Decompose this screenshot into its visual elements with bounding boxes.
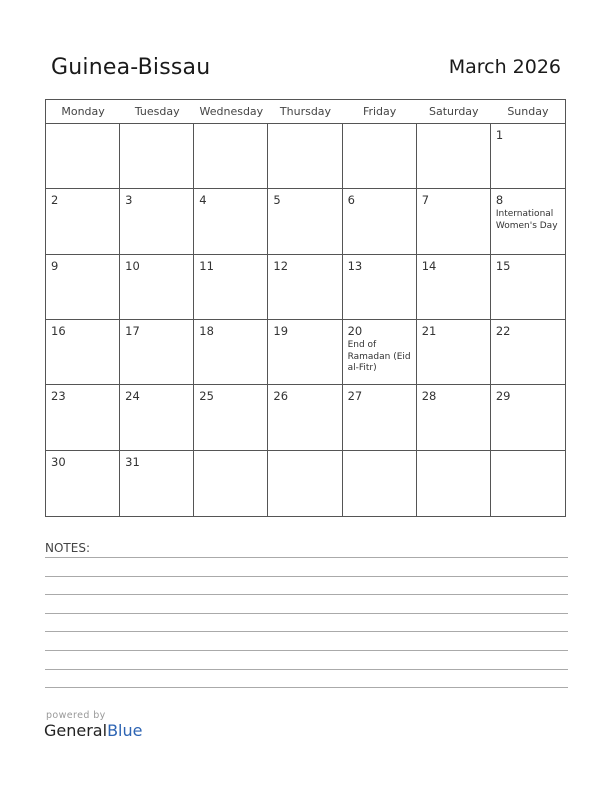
day-cell — [46, 255, 120, 320]
day-number: 27 — [347, 389, 363, 404]
day-cell — [491, 385, 565, 450]
day-cell — [417, 189, 491, 254]
day-cell — [46, 451, 120, 516]
day-cell — [194, 451, 268, 516]
holiday-event: International Women's Day — [495, 209, 558, 231]
note-line — [45, 557, 568, 558]
day-cell — [343, 189, 417, 254]
day-cell — [46, 385, 120, 450]
day-number: 30 — [51, 454, 66, 469]
day-cell — [194, 385, 268, 450]
day-cell — [194, 320, 268, 385]
day-number: 17 — [125, 324, 140, 338]
day-number: 11 — [199, 258, 214, 273]
day-number: 26 — [273, 389, 289, 404]
day-cell — [491, 451, 565, 516]
day-cell — [417, 451, 491, 516]
day-cell — [268, 255, 342, 320]
day-number: 10 — [125, 258, 140, 273]
day-number: 31 — [125, 454, 140, 469]
day-number: 15 — [495, 258, 511, 273]
day-cell — [46, 320, 120, 385]
powered-by-text: powered by — [46, 710, 106, 721]
day-cell — [268, 451, 342, 516]
day-number: 23 — [51, 389, 66, 404]
calendar-grid — [45, 99, 566, 517]
day-number: 6 — [347, 193, 355, 208]
day-number: 8 — [495, 193, 504, 208]
brand-logo — [44, 721, 142, 740]
day-cell — [417, 320, 491, 385]
day-number: 13 — [347, 258, 363, 273]
day-number: 2 — [51, 193, 59, 208]
day-number: 22 — [495, 324, 511, 338]
brand-general: General — [44, 721, 108, 740]
weekday-thursday: Thursday — [279, 105, 332, 118]
day-number: 18 — [199, 324, 214, 338]
day-number: 9 — [51, 258, 59, 273]
day-cell — [268, 124, 342, 189]
day-number: 3 — [125, 193, 133, 208]
day-cell — [194, 255, 268, 320]
country-title: Guinea-Bissau — [51, 55, 211, 80]
calendar-body — [46, 124, 565, 516]
day-cell — [343, 451, 417, 516]
note-line — [45, 650, 568, 651]
day-cell — [120, 124, 194, 189]
weekday-monday: Monday — [61, 105, 105, 118]
day-cell — [343, 385, 417, 450]
day-cell — [120, 255, 194, 320]
day-cell — [194, 189, 268, 254]
holiday-event: End of Ramadan (Eid al-Fitr) — [347, 340, 411, 373]
day-number: 4 — [199, 193, 207, 208]
day-cell — [417, 255, 491, 320]
notes-label: NOTES: — [45, 541, 90, 555]
weekday-saturday: Saturday — [428, 105, 479, 118]
day-cell — [46, 124, 120, 189]
day-number: 24 — [125, 389, 140, 404]
brand-blue: Blue — [107, 721, 143, 740]
day-cell — [343, 320, 417, 385]
note-line — [45, 669, 568, 670]
day-cell — [268, 385, 342, 450]
day-number: 14 — [421, 258, 437, 273]
month-year-title: March 2026 — [448, 56, 561, 78]
day-number: 29 — [495, 389, 511, 404]
day-cell — [46, 189, 120, 254]
weekday-friday: Friday — [362, 105, 397, 118]
note-line — [45, 687, 568, 688]
day-cell — [120, 189, 194, 254]
day-cell — [343, 255, 417, 320]
note-line — [45, 613, 568, 614]
day-cell — [194, 124, 268, 189]
day-cell — [120, 451, 194, 516]
day-cell — [343, 124, 417, 189]
day-cell — [491, 255, 565, 320]
day-number: 5 — [273, 193, 281, 208]
day-number: 25 — [199, 389, 214, 404]
weekday-wednesday: Wednesday — [199, 105, 264, 118]
day-cell — [120, 320, 194, 385]
weekday-header — [46, 100, 565, 124]
day-number: 12 — [273, 258, 289, 273]
day-number: 21 — [421, 324, 437, 338]
day-cell — [268, 189, 342, 254]
day-number: 7 — [421, 193, 430, 208]
notes-section — [45, 541, 568, 556]
day-number: 20 — [347, 324, 363, 338]
day-cell — [120, 385, 194, 450]
day-cell — [491, 189, 565, 254]
note-line — [45, 631, 568, 632]
day-cell — [417, 124, 491, 189]
weekday-sunday: Sunday — [507, 105, 549, 118]
weekday-tuesday: Tuesday — [134, 105, 180, 118]
day-number: 19 — [273, 324, 289, 338]
day-cell — [491, 320, 565, 385]
note-line — [45, 594, 568, 595]
day-number: 1 — [495, 128, 504, 142]
note-line — [45, 576, 568, 577]
day-number: 28 — [421, 389, 437, 404]
day-cell — [268, 320, 342, 385]
day-cell — [417, 385, 491, 450]
day-cell — [491, 124, 565, 189]
day-number: 16 — [51, 324, 66, 338]
